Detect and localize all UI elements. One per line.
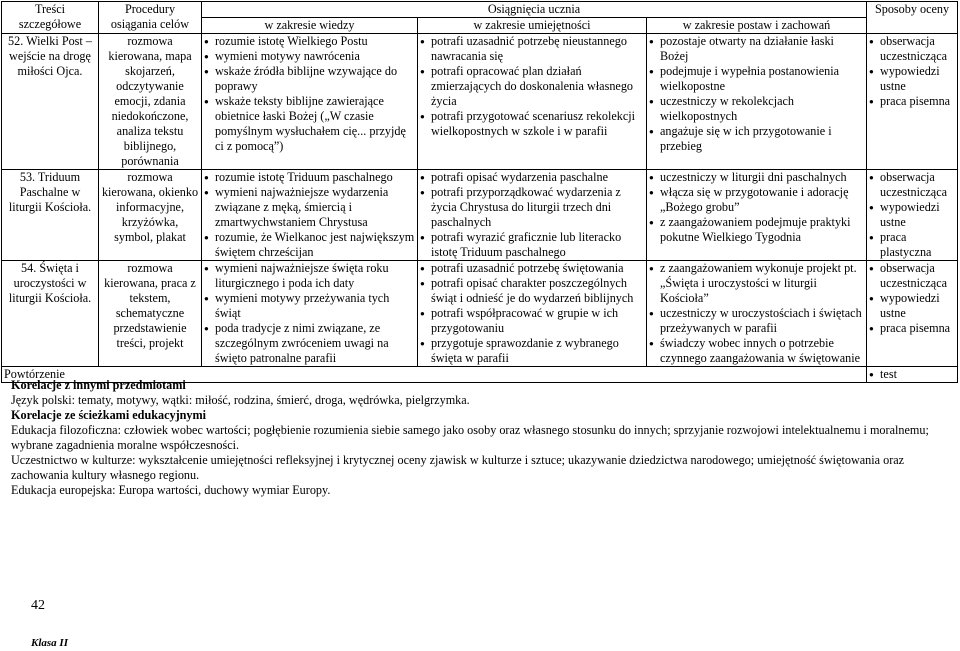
list-item: ● uczestniczy w liturgii dni paschalnych: [649, 170, 864, 185]
list-item: ● potrafi przyporządkować wydarzenia z życia Chrystusa do liturgii trzech dni paschalnych: [420, 185, 644, 230]
list-item: ● włącza się w przygotowanie i adorację „Bożego grobu”: [649, 185, 864, 215]
list-item: ● wskaże teksty biblijne zawierające obietnice łaski Bożej („W czasie pomyślnym wysłuchałem cię... przyjdę ci z pomocą”): [204, 94, 415, 154]
paths-heading: Korelacje ze ścieżkami edukacyjnymi: [11, 408, 207, 422]
attitudes-cell: [647, 261, 867, 367]
footer-label: Klasa II: [31, 637, 68, 649]
skills-cell: [418, 170, 647, 261]
header-topics: Treści szczegółowe: [2, 2, 99, 34]
list-item: ● wypowiedzi ustne: [869, 291, 955, 321]
list-item: ● potrafi przygotować scenariusz rekolekcji wielkopostnych w szkole i w parafii: [420, 109, 644, 139]
list-item: ● pozostaje otwarty na działanie łaski Bożej: [649, 34, 864, 64]
knowledge-cell: [202, 170, 418, 261]
list-item: ● uczestniczy w rekolekcjach wielkopostnych: [649, 94, 864, 124]
correlation-europe: Edukacja europejska: Europa wartości, duchowy wymiar Europy.: [11, 483, 331, 497]
assessment-cell: [867, 34, 958, 170]
list-item: ● przygotuje sprawozdanie z wybranego święta w parafii: [420, 336, 644, 366]
list-item: ● rozumie istotę Triduum paschalnego: [204, 170, 415, 185]
procedures-cell: rozmowa kierowana, okienko informacyjne, krzyżówka, symbol, plakat: [99, 170, 202, 261]
list-item: ● test: [869, 367, 955, 382]
list-item: ● wypowiedzi ustne: [869, 64, 955, 94]
list-item: ● potrafi współpracować w grupie w ich przygotowaniu: [420, 306, 644, 336]
list-item: ● praca pisemna: [869, 321, 955, 336]
list-item: ● potrafi opisać wydarzenia paschalne: [420, 170, 644, 185]
list-item: ● angażuje się w ich przygotowanie i przebieg: [649, 124, 864, 154]
skills-cell: [418, 34, 647, 170]
topic-cell: 54. Święta i uroczystości w liturgii Kościoła.: [2, 261, 99, 367]
header-assessment: Sposoby oceny: [867, 2, 958, 34]
correlations-heading: Korelacje z innymi przedmiotami: [11, 378, 186, 392]
procedures-cell: rozmowa kierowana, mapa skojarzeń, odczytywanie emocji, zdania niedokończone, analiza tekstu biblijnego, porównania: [99, 34, 202, 170]
list-item: ● wymieni motywy przeżywania tych świąt: [204, 291, 415, 321]
list-item: ● rozumie, że Wielkanoc jest największym świętem chrześcijan: [204, 230, 415, 260]
list-item: ● obserwacja uczestnicząca: [869, 34, 955, 64]
list-item: ● wymieni motywy nawrócenia: [204, 49, 415, 64]
list-item: ● podejmuje i wypełnia postanowienia wielkopostne: [649, 64, 864, 94]
list-item: ● potrafi uzasadnić potrzebę nieustannego nawracania się: [420, 34, 644, 64]
list-item: ● obserwacja uczestnicząca: [869, 261, 955, 291]
list-item: ● potrafi wyrazić graficznie lub literacko istotę Triduum paschalnego: [420, 230, 644, 260]
correlation-polish: Język polski: tematy, motywy, wątki: miłość, rodzina, śmierć, droga, wędrówka, pielgrzymka.: [11, 393, 470, 407]
procedures-cell: rozmowa kierowana, praca z tekstem, schematyczne przedstawienie treści, projekt: [99, 261, 202, 367]
header-achievements: Osiągnięcia ucznia: [202, 2, 867, 18]
attitudes-cell: [647, 34, 867, 170]
knowledge-cell: [202, 261, 418, 367]
header-skills: w zakresie umiejętności: [418, 18, 647, 34]
list-item: ● świadczy wobec innych o potrzebie czynnego zaangażowania w świętowanie: [649, 336, 864, 366]
correlations-section: [11, 378, 957, 498]
table-row: [2, 170, 958, 261]
topic-cell: 53. Triduum Paschalne w liturgii Kościoła.: [2, 170, 99, 261]
curriculum-table: [1, 1, 958, 383]
list-item: ● z zaangażowaniem podejmuje praktyki pokutne Wielkiego Tygodnia: [649, 215, 864, 245]
assessment-cell: [867, 170, 958, 261]
list-item: ● wymieni najważniejsze wydarzenia związane z męką, śmiercią i zmartwychwstaniem Chrystusa: [204, 185, 415, 230]
list-item: ● wypowiedzi ustne: [869, 200, 955, 230]
table-row: [2, 34, 958, 170]
header-procedures: Procedury osiągania celów: [99, 2, 202, 34]
topic-cell: 52. Wielki Post – wejście na drogę miłości Ojca.: [2, 34, 99, 170]
list-item: ● wskaże źródła biblijne wzywające do poprawy: [204, 64, 415, 94]
assessment-cell: [867, 261, 958, 367]
list-item: ● potrafi uzasadnić potrzebę świętowania: [420, 261, 644, 276]
header-attitudes: w zakresie postaw i zachowań: [647, 18, 867, 34]
table-row: [2, 261, 958, 367]
header-knowledge: w zakresie wiedzy: [202, 18, 418, 34]
page-number: 42: [31, 598, 45, 613]
list-item: ● z zaangażowaniem wykonuje projekt pt. „Święta i uroczystości w liturgii Kościoła”: [649, 261, 864, 306]
list-item: ● uczestniczy w uroczystościach i świętach przeżywanych w parafii: [649, 306, 864, 336]
review-label: Powtórzenie: [2, 367, 867, 383]
list-item: ● poda tradycje z nimi związane, ze szczególnym zwróceniem uwagi na święto patronalne parafii: [204, 321, 415, 366]
attitudes-cell: [647, 170, 867, 261]
correlation-philosophy: Edukacja filozoficzna: człowiek wobec wartości; pogłębienie rozumienia siebie samego jako osoby oraz własnego stosunku do innych; sprzyjanie rozwojowi intelektualnemu i moralnemu; wybrane zagadnienia moralne współczesności.: [11, 423, 929, 452]
correlation-culture: Uczestnictwo w kulturze: wykształcenie umiejętności refleksyjnej i krytycznej oceny zjawisk w kulturze i sztuce; ukazywanie dziedzictwa narodowego; umiejętność świętowania oraz zachowania kultury własnego regionu.: [11, 453, 905, 482]
list-item: ● praca pisemna: [869, 94, 955, 109]
list-item: ● potrafi opracować plan działań zmierzających do doskonalenia własnego życia: [420, 64, 644, 109]
list-item: ● potrafi opisać charakter poszczególnych świąt i odnieść je do wydarzeń biblijnych: [420, 276, 644, 306]
list-item: ● praca plastyczna: [869, 230, 955, 260]
knowledge-cell: [202, 34, 418, 170]
list-item: ● wymieni najważniejsze święta roku liturgicznego i poda ich daty: [204, 261, 415, 291]
list-item: ● rozumie istotę Wielkiego Postu: [204, 34, 415, 49]
skills-cell: [418, 261, 647, 367]
list-item: ● obserwacja uczestnicząca: [869, 170, 955, 200]
